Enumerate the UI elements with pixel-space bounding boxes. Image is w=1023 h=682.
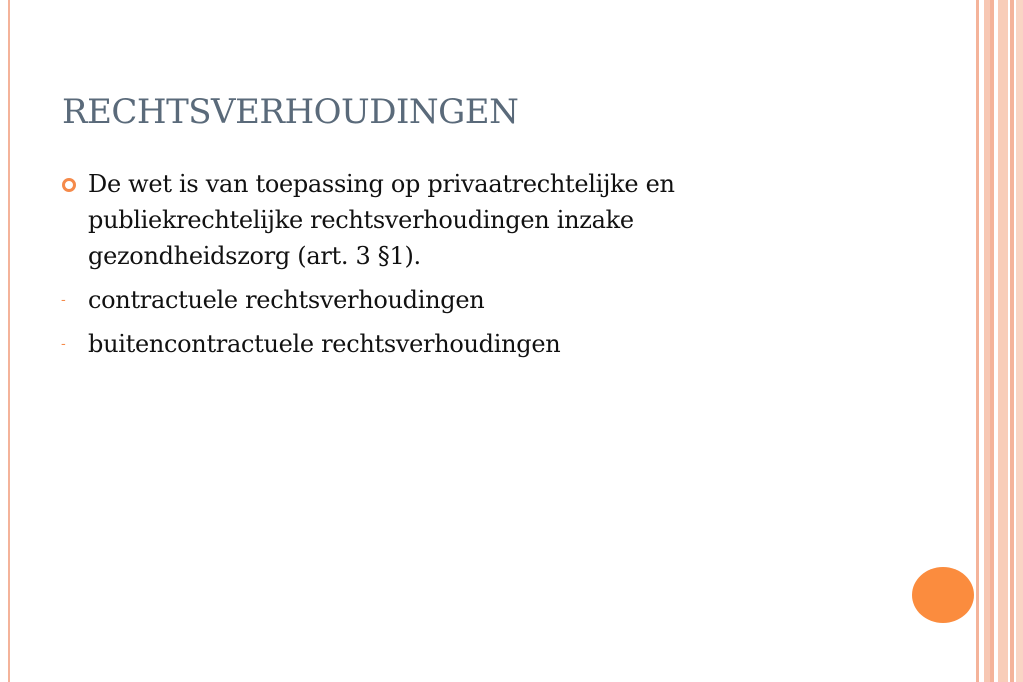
slide-body <box>60 166 820 362</box>
bullet-item <box>60 166 820 274</box>
right-decorative-stripes <box>976 0 1023 682</box>
left-border-line <box>8 0 10 682</box>
dash-marker: - <box>61 336 66 352</box>
ring-bullet-icon <box>62 178 76 192</box>
slide-title: RECHTSVERHOUDINGEN <box>62 92 519 132</box>
bullet-text: buitencontractuele rechtsverhoudingen <box>88 330 561 358</box>
sub-bullet-item <box>60 326 820 362</box>
bullet-text: contractuele rechtsverhoudingen <box>88 286 485 314</box>
dash-marker: - <box>61 292 66 308</box>
sub-bullet-item <box>60 282 820 318</box>
decorative-circle <box>912 567 974 623</box>
bullet-text: De wet is van toepassing op privaatrechtelijke en publiekrechtelijke rechtsverhoudingen inzake gezondheidszorg (art. 3 §1). <box>88 170 675 270</box>
